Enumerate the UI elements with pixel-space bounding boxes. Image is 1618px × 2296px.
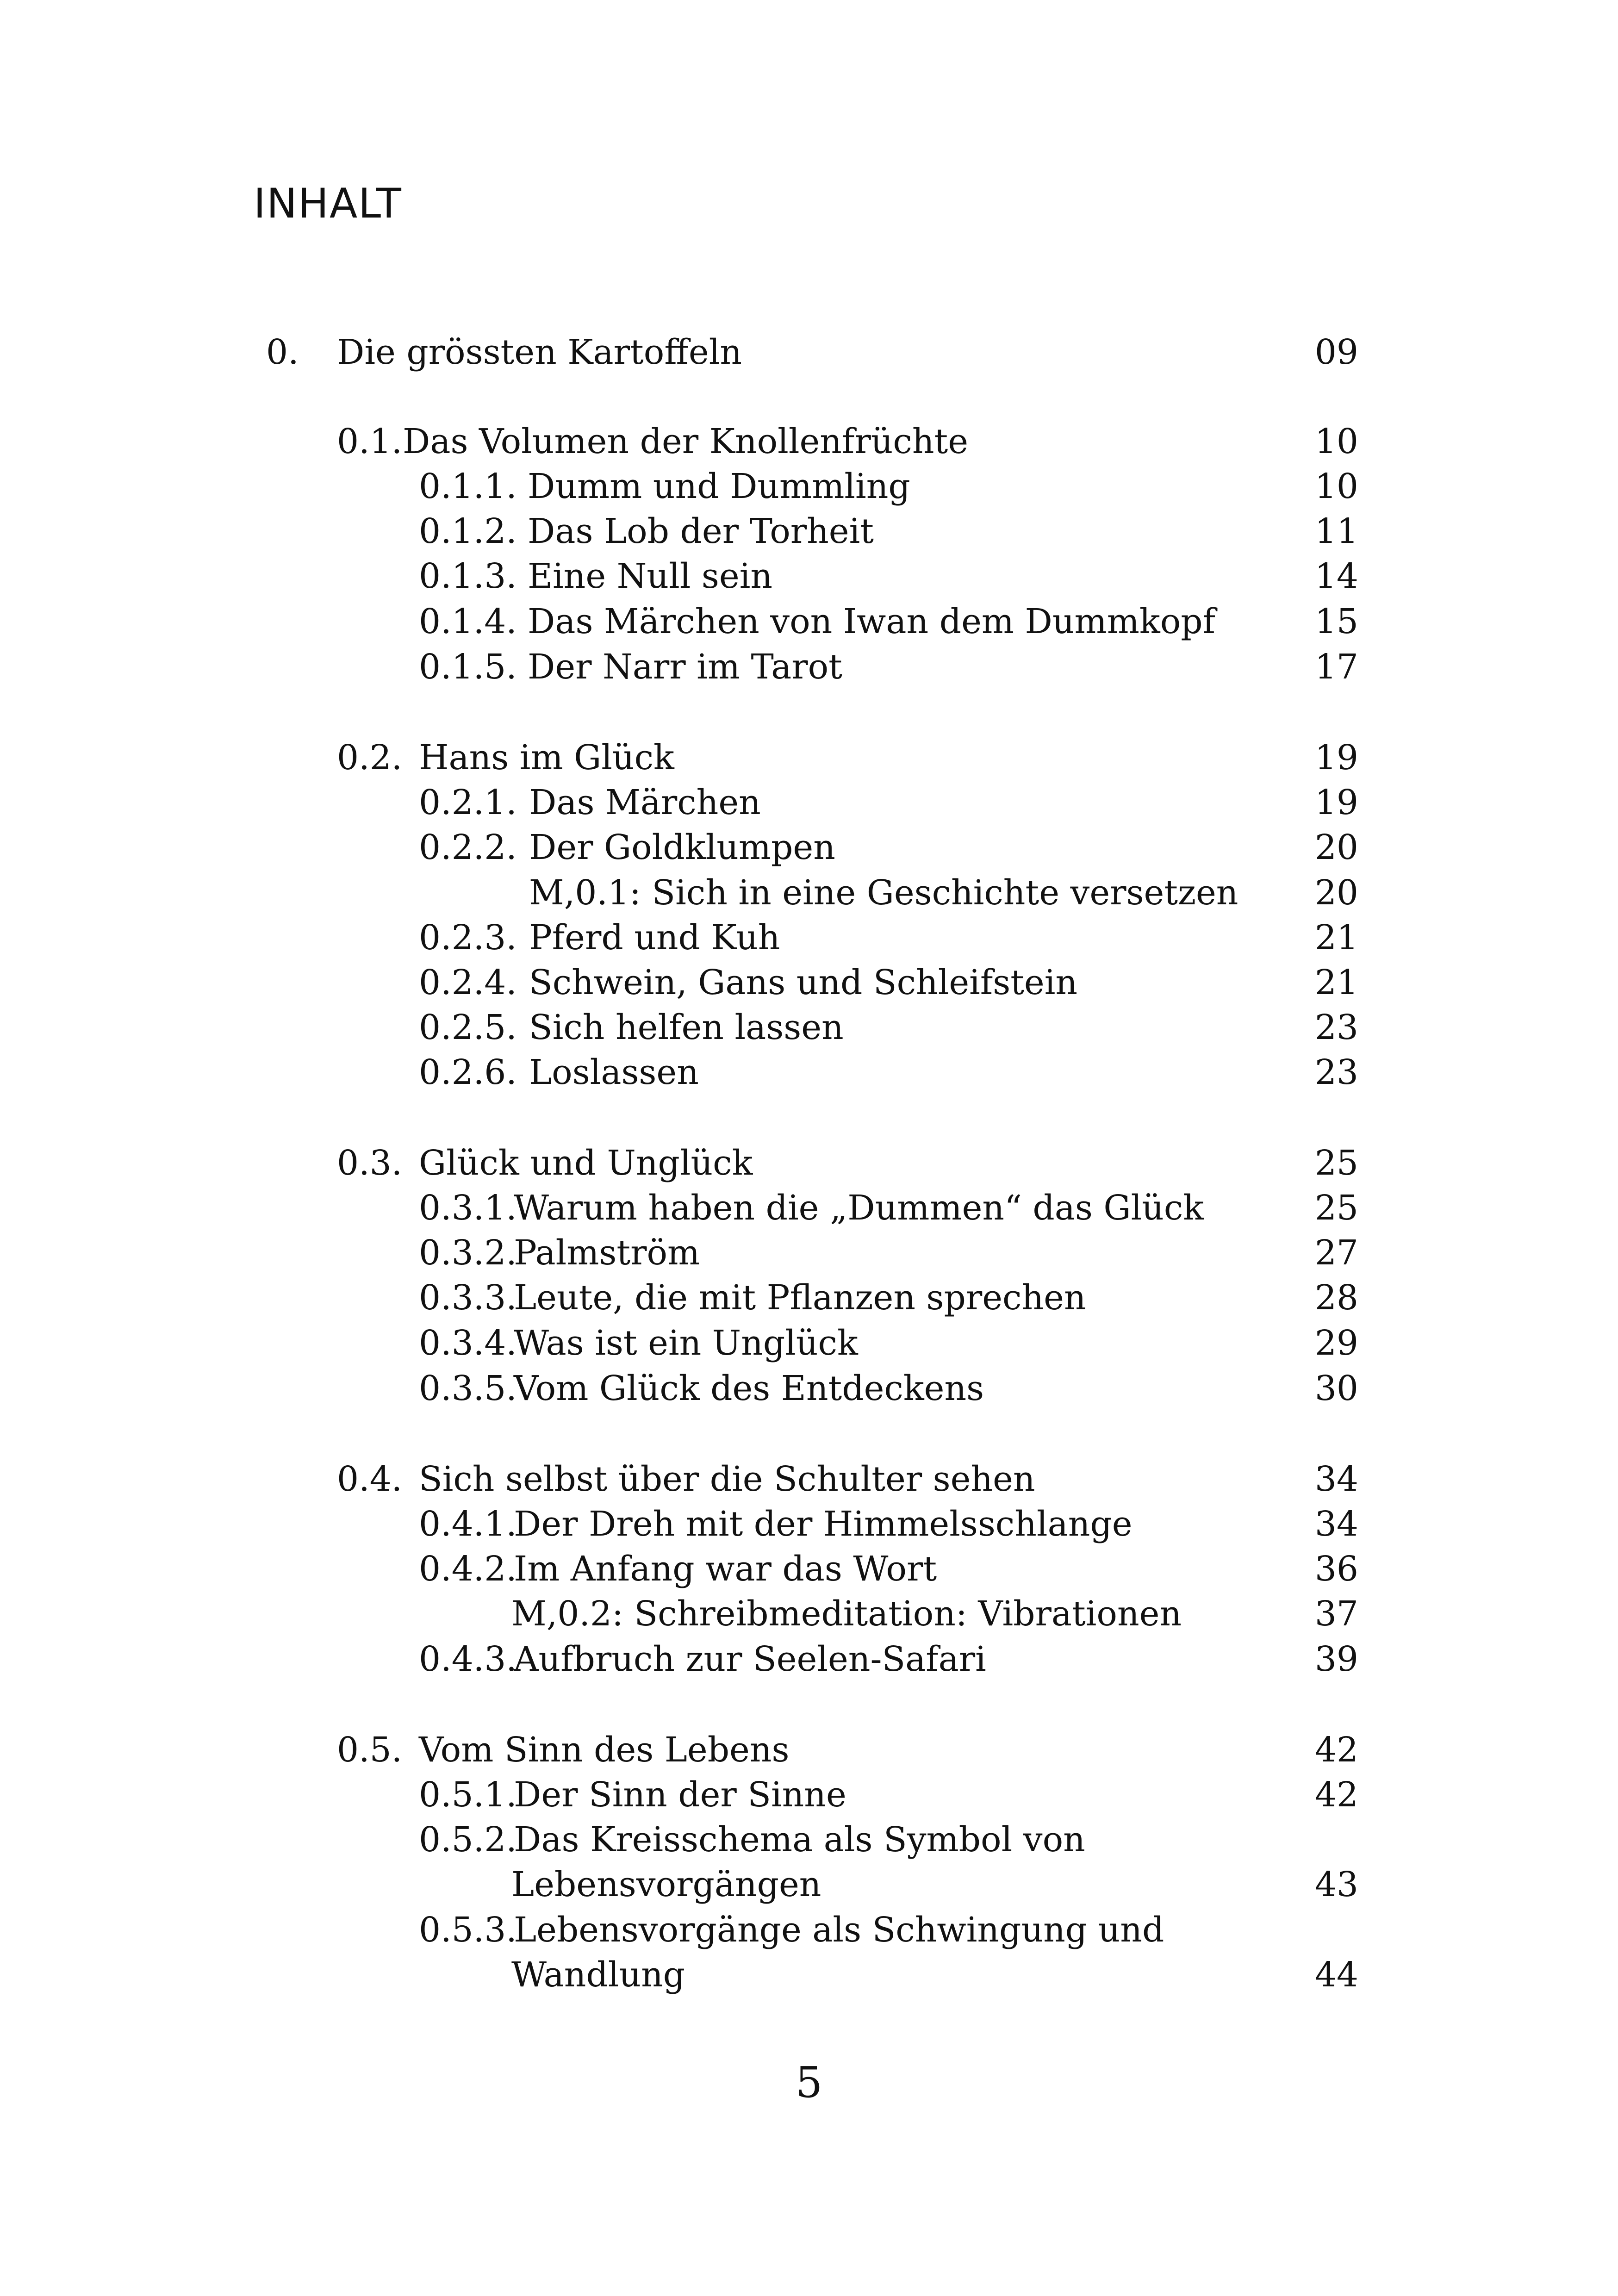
toc-entry-page: 14 bbox=[1314, 556, 1358, 596]
toc-entry-page: 39 bbox=[1314, 1639, 1358, 1679]
toc-entry-page: 27 bbox=[1314, 1233, 1358, 1273]
toc-entry-title: Glück und Unglück bbox=[419, 1143, 753, 1183]
toc-entry bbox=[0, 330, 1618, 375]
page-number: 5 bbox=[795, 2058, 823, 2107]
toc-entry-page: 37 bbox=[1314, 1594, 1358, 1634]
toc-entry-title: Der Goldklumpen bbox=[529, 828, 835, 867]
toc-entry-page: 19 bbox=[1314, 738, 1358, 778]
toc-entry bbox=[0, 1185, 1618, 1231]
toc-entry-number: 0.5.3. bbox=[419, 1910, 517, 1950]
toc-entry-number: 0. bbox=[266, 332, 299, 372]
toc-entry-number: 0.2.6. bbox=[419, 1052, 517, 1092]
toc-entry-number: 0.3. bbox=[337, 1143, 403, 1183]
toc-entry-number: 0.4.3. bbox=[419, 1639, 517, 1679]
toc-entry-title: Das Volumen der Knollenfrüchte bbox=[403, 422, 969, 461]
toc-entry-number: 0.3.1. bbox=[419, 1188, 517, 1228]
toc-entry bbox=[0, 1727, 1618, 1773]
toc-entry-title: Lebensvorgänge als Schwingung und bbox=[514, 1910, 1164, 1950]
toc-entry-page: 34 bbox=[1314, 1459, 1358, 1499]
toc-entry-page: 15 bbox=[1314, 602, 1358, 641]
toc-entry-page: 21 bbox=[1314, 918, 1358, 958]
toc-entry-title: Wandlung bbox=[511, 1955, 685, 1995]
toc-entry-page: 43 bbox=[1314, 1865, 1358, 1904]
toc-entry-page: 30 bbox=[1314, 1369, 1358, 1408]
toc-entry-number: 0.4.2. bbox=[419, 1549, 517, 1589]
toc-entry-title: Im Anfang war das Wort bbox=[514, 1549, 937, 1589]
toc-entry bbox=[0, 464, 1618, 509]
toc-entry bbox=[0, 1952, 1618, 1997]
toc-entry bbox=[0, 1005, 1618, 1050]
toc-entry-page: 20 bbox=[1314, 828, 1358, 867]
toc-entry-number: 0.1.1. bbox=[419, 467, 517, 506]
toc-entry-title: Eine Null sein bbox=[528, 556, 773, 596]
toc-entry bbox=[0, 915, 1618, 960]
toc-entry bbox=[0, 1456, 1618, 1502]
toc-entry bbox=[0, 1320, 1618, 1366]
page-title: INHALT bbox=[254, 180, 402, 227]
toc-entry-title: Die grössten Kartoffeln bbox=[337, 332, 742, 372]
toc-entry-number: 0.5. bbox=[337, 1730, 403, 1770]
toc-entry-page: 11 bbox=[1314, 511, 1358, 551]
toc-entry bbox=[0, 1591, 1618, 1636]
toc-entry-number: 0.2.4. bbox=[419, 963, 517, 1002]
toc-entry-title: Der Sinn der Sinne bbox=[514, 1775, 846, 1815]
toc-entry bbox=[0, 1636, 1618, 1682]
toc-entry-page: 19 bbox=[1314, 783, 1358, 822]
toc-entry bbox=[0, 599, 1618, 644]
toc-entry-page: 36 bbox=[1314, 1549, 1358, 1589]
toc-entry bbox=[0, 825, 1618, 870]
toc-entry-title: Loslassen bbox=[529, 1052, 699, 1092]
toc-entry-title: Vom Sinn des Lebens bbox=[419, 1730, 790, 1770]
toc-entry bbox=[0, 960, 1618, 1005]
toc-entry-number: 0.2. bbox=[337, 738, 403, 778]
toc-entry-number: 0.5.2. bbox=[419, 1820, 517, 1860]
toc-entry-title: Dumm und Dummling bbox=[528, 467, 910, 506]
toc-entry bbox=[0, 1817, 1618, 1862]
toc-entry-number: 0.3.3. bbox=[419, 1278, 517, 1318]
toc-entry-title: Das Märchen von Iwan dem Dummkopf bbox=[528, 602, 1216, 641]
toc-entry-page: 23 bbox=[1314, 1008, 1358, 1047]
toc-entry-title: Was ist ein Unglück bbox=[514, 1323, 858, 1363]
toc-entry-number: 0.4. bbox=[337, 1459, 403, 1499]
toc-entry-title: Das Märchen bbox=[529, 783, 761, 822]
toc-entry-number: 0.1.5. bbox=[419, 647, 517, 687]
toc-entry-number: 0.4.1. bbox=[419, 1504, 517, 1544]
toc-entry bbox=[0, 870, 1618, 915]
toc-entry bbox=[0, 644, 1618, 690]
toc-entry-page: 25 bbox=[1314, 1143, 1358, 1183]
toc-entry-number: 0.1. bbox=[337, 422, 403, 461]
toc-entry-title: Aufbruch zur Seelen-Safari bbox=[514, 1639, 986, 1679]
toc-entry-page: 29 bbox=[1314, 1323, 1358, 1363]
toc-entry-title: Palmström bbox=[514, 1233, 700, 1273]
toc-entry-number: 0.2.3. bbox=[419, 918, 517, 958]
toc-entry-page: 25 bbox=[1314, 1188, 1358, 1228]
toc-entry-title: Sich helfen lassen bbox=[529, 1008, 844, 1047]
toc-entry bbox=[0, 1230, 1618, 1276]
toc-entry-number: 0.3.4. bbox=[419, 1323, 517, 1363]
toc-entry-page: 17 bbox=[1314, 647, 1358, 687]
toc-entry-number: 0.1.2. bbox=[419, 511, 517, 551]
toc-entry-title: M,0.2: Schreibmeditation: Vibrationen bbox=[511, 1594, 1182, 1634]
toc-entry bbox=[0, 1501, 1618, 1547]
toc-entry bbox=[0, 419, 1618, 464]
toc-entry-title: Pferd und Kuh bbox=[529, 918, 780, 958]
toc-entry-title: Warum haben die „Dummen“ das Glück bbox=[514, 1188, 1204, 1228]
toc-entry-number: 0.2.1. bbox=[419, 783, 517, 822]
toc-entry bbox=[0, 554, 1618, 599]
toc-entry-title: Vom Glück des Entdeckens bbox=[514, 1369, 984, 1408]
toc-entry-page: 34 bbox=[1314, 1504, 1358, 1544]
toc-entry bbox=[0, 1772, 1618, 1817]
toc-entry bbox=[0, 1140, 1618, 1186]
toc-entry-title: Hans im Glück bbox=[419, 738, 674, 778]
toc-entry-number: 0.2.5. bbox=[419, 1008, 517, 1047]
toc-entry-page: 10 bbox=[1314, 467, 1358, 506]
toc-entry-number: 0.5.1. bbox=[419, 1775, 517, 1815]
toc-entry bbox=[0, 1862, 1618, 1907]
toc-entry-number: 0.1.3. bbox=[419, 556, 517, 596]
toc-entry-title: Das Kreisschema als Symbol von bbox=[514, 1820, 1085, 1860]
toc-entry-page: 09 bbox=[1314, 332, 1358, 372]
toc-entry-page: 44 bbox=[1314, 1955, 1358, 1995]
toc-entry-number: 0.3.5. bbox=[419, 1369, 517, 1408]
toc-entry-page: 42 bbox=[1314, 1775, 1358, 1815]
toc-entry-page: 10 bbox=[1314, 422, 1358, 461]
toc-entry bbox=[0, 1366, 1618, 1411]
toc-entry-title: Der Narr im Tarot bbox=[528, 647, 842, 687]
toc-entry bbox=[0, 1275, 1618, 1320]
toc-entry bbox=[0, 509, 1618, 554]
toc-entry-title: Das Lob der Torheit bbox=[528, 511, 874, 551]
toc-entry-page: 28 bbox=[1314, 1278, 1358, 1318]
toc-entry-number: 0.1.4. bbox=[419, 602, 517, 641]
toc-entry-title: Lebensvorgängen bbox=[511, 1865, 821, 1904]
toc-entry bbox=[0, 780, 1618, 825]
toc-entry bbox=[0, 1907, 1618, 1953]
toc-entry bbox=[0, 1050, 1618, 1095]
toc-entry-page: 20 bbox=[1314, 873, 1358, 913]
toc-entry bbox=[0, 735, 1618, 780]
toc-entry-number: 0.2.2. bbox=[419, 828, 517, 867]
toc-entry-page: 42 bbox=[1314, 1730, 1358, 1770]
toc-entry-number: 0.3.2. bbox=[419, 1233, 517, 1273]
toc-entry bbox=[0, 1546, 1618, 1592]
toc-entry-title: Schwein, Gans und Schleifstein bbox=[529, 963, 1078, 1002]
toc-entry-page: 21 bbox=[1314, 963, 1358, 1002]
toc-entry-title: Sich selbst über die Schulter sehen bbox=[419, 1459, 1035, 1499]
toc-entry-title: Leute, die mit Pflanzen sprechen bbox=[514, 1278, 1086, 1318]
toc-entry-title: Der Dreh mit der Himmelsschlange bbox=[514, 1504, 1133, 1544]
toc-entry-title: M,0.1: Sich in eine Geschichte versetzen bbox=[529, 873, 1238, 913]
toc-entry-page: 23 bbox=[1314, 1052, 1358, 1092]
